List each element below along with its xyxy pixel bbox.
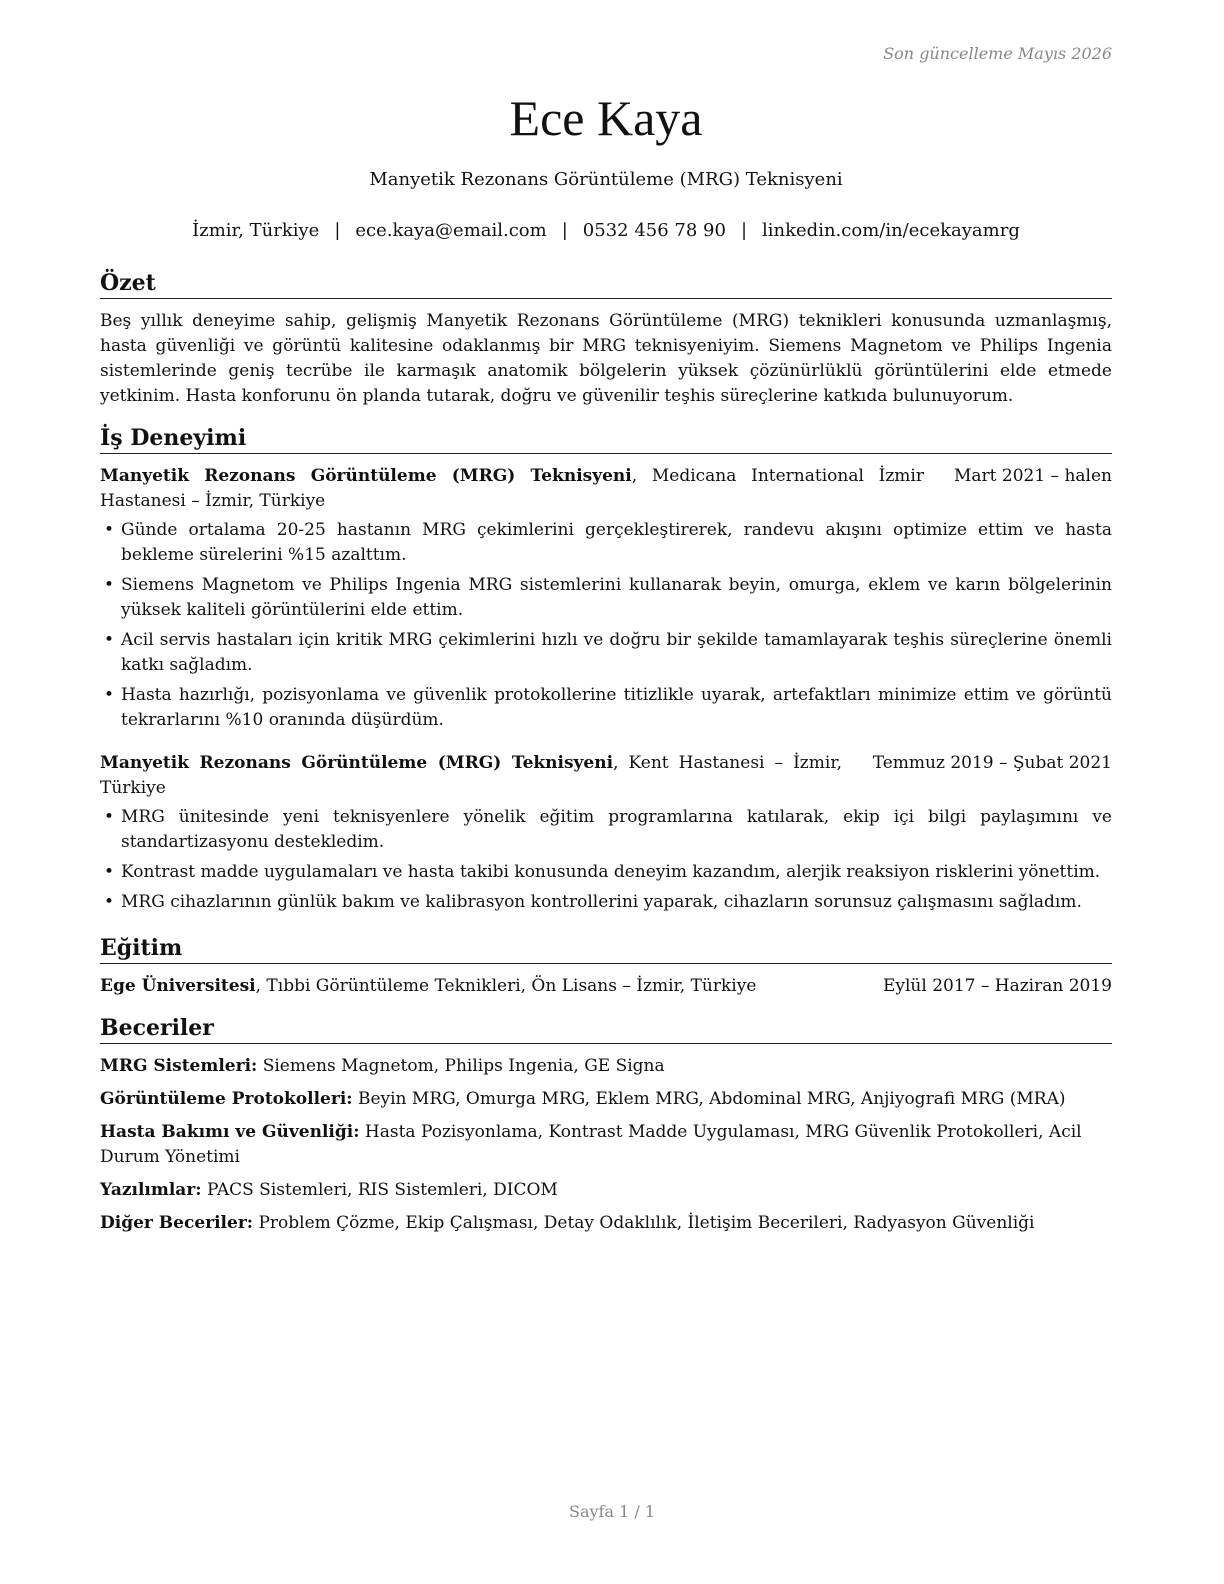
education-entry [100,974,1112,999]
bullet-icon: • [104,807,115,827]
contact-line [100,219,1112,243]
job-entry [100,464,1112,733]
list-item [100,573,1112,623]
skill-value: PACS Sistemleri, RIS Sistemleri, DICOM [201,1180,558,1200]
contact-separator: | [740,220,748,241]
bullet-text: Siemens Magnetom ve Philips Ingenia MRG sistemlerini kullanarak beyin, omurga, eklem ve karın bölgelerinin yüksek kaliteli görüntülerini elde ettim. [121,575,1112,620]
job-header [100,464,1112,514]
contact-linkedin[interactable]: linkedin.com/in/ecekayamrg [762,220,1020,241]
job-role: Manyetik Rezonans Görüntüleme (MRG) Teknisyeni [100,466,632,486]
education-section [100,933,1112,999]
summary-text: Beş yıllık deneyime sahip, gelişmiş Manyetik Rezonans Görüntüleme (MRG) teknikleri konusunda uzmanlaşmış, hasta güvenliği ve görüntü kalitesine odaklanmış bir MRG teknisyeniyim. Siemens Magnetom ve Philips Ingenia sistemlerinde geniş tecrübe ile karmaşık anatomik bölgelerin yüksek çözünürlüklü görüntülerini elde etmede yetkinim. Hasta konforunu ön planda tutarak, doğru ve güvenilir teşhis süreçlerine katkıda bulunuyorum. [100,311,1112,406]
skill-value: Hasta Pozisyonlama, Kontrast Madde Uygulaması, MRG Güvenlik Protokolleri, Acil Durum Yönetimi [100,1122,1082,1167]
bullet-icon: • [104,520,115,540]
bullet-icon: • [104,575,115,595]
list-item [100,683,1112,733]
list-item [100,860,1112,885]
skill-row [100,1087,1112,1112]
skill-value: Siemens Magnetom, Philips Ingenia, GE Signa [257,1056,665,1076]
section-heading: Özet [100,268,1112,299]
candidate-name: Ece Kaya [509,90,703,146]
skill-value: Problem Çözme, Ekip Çalışması, Detay Odaklılık, İletişim Becerileri, Radyasyon Güvenliği [253,1213,1035,1233]
job-place: , Kent Hastanesi – İzmir, Türkiye [100,753,842,798]
contact-separator: | [561,220,568,241]
contact-phone: 0532 456 78 90 [582,220,726,241]
experience-section [100,423,1112,915]
bullet-text: Hasta hazırlığı, pozisyonlama ve güvenlik protokollerine titizlikle uyarak, artefaktları minimize ettim ve görüntü tekrarlarını %10 oranında düşürdüm. [121,685,1112,730]
contact-location: İzmir, Türkiye [192,220,320,241]
bullet-text: Kontrast madde uygulamaları ve hasta takibi konusunda deneyim kazandım, alerjik reaksiyon risklerini yönettim. [121,862,1101,882]
job-role: Manyetik Rezonans Görüntüleme (MRG) Teknisyeni [100,753,614,773]
skill-value: Beyin MRG, Omurga MRG, Eklem MRG, Abdominal MRG, Anjiyografi MRG (MRA) [352,1089,1066,1109]
skill-label: MRG Sistemleri: [100,1056,258,1076]
bullet-icon: • [104,685,115,705]
school-name: Ege Üniversitesi [100,976,256,996]
skill-row [100,1211,1112,1236]
job-title-line [100,751,872,801]
list-item [100,518,1112,568]
bullet-icon: • [104,630,115,650]
page-number: Sayfa 1 / 1 [568,1502,655,1521]
section-heading: İş Deneyimi [100,423,1112,454]
list-item [100,628,1112,678]
skill-label: Hasta Bakımı ve Güvenliği: [100,1122,360,1142]
skills-section [100,1013,1112,1236]
bullet-icon: • [104,892,115,912]
job-entry [100,751,1112,915]
education-line [100,974,883,999]
job-place: , Medicana International İzmir Hastanesi – İzmir, Türkiye [100,466,924,511]
contact-separator: | [334,220,341,241]
skill-row [100,1120,1112,1170]
skill-row [100,1054,1112,1079]
education-detail: , Tıbbi Görüntüleme Teknikleri, Ön Lisans – İzmir, Türkiye [255,976,757,996]
skill-label: Yazılımlar: [100,1180,202,1200]
bullet-text: MRG ünitesinde yeni teknisyenlere yönelik eğitim programlarına katılarak, ekip içi bilgi paylaşımını ve standartizasyonu destekledim. [121,807,1112,852]
bullet-text: Acil servis hastaları için kritik MRG çekimlerini hızlı ve doğru bir şekilde tamamlayarak teşhis süreçlerine önemli katkı sağladım. [121,630,1112,675]
summary-section [100,268,1112,409]
candidate-title: Manyetik Rezonans Görüntüleme (MRG) Teknisyeni [369,169,843,190]
resume-content [100,268,1112,1244]
last-updated: Son güncelleme Mayıs 2026 [883,44,1112,63]
job-header [100,751,1112,801]
job-bullets [100,805,1112,915]
section-heading: Eğitim [100,933,1112,964]
job-dates: Mart 2021 – halen [953,466,1112,486]
bullet-text: Günde ortalama 20-25 hastanın MRG çekimlerini gerçekleştirerek, randevu akışını optimize ettim ve hasta bekleme sürelerini %15 azalttım. [121,520,1112,565]
education-dates: Eylül 2017 – Haziran 2019 [882,976,1112,996]
job-bullets [100,518,1112,733]
list-item [100,890,1112,915]
job-dates: Temmuz 2019 – Şubat 2021 [872,753,1112,773]
skill-label: Görüntüleme Protokolleri: [100,1089,353,1109]
bullet-icon: • [104,862,115,882]
section-heading: Beceriler [100,1013,1112,1044]
contact-email[interactable]: ece.kaya@email.com [355,220,547,241]
skill-row [100,1178,1112,1203]
job-title-line [100,464,954,514]
list-item [100,805,1112,855]
skill-label: Diğer Beceriler: [100,1213,254,1233]
bullet-text: MRG cihazlarının günlük bakım ve kalibrasyon kontrollerini yaparak, cihazların sorunsuz çalışmasını sağladım. [121,892,1082,912]
